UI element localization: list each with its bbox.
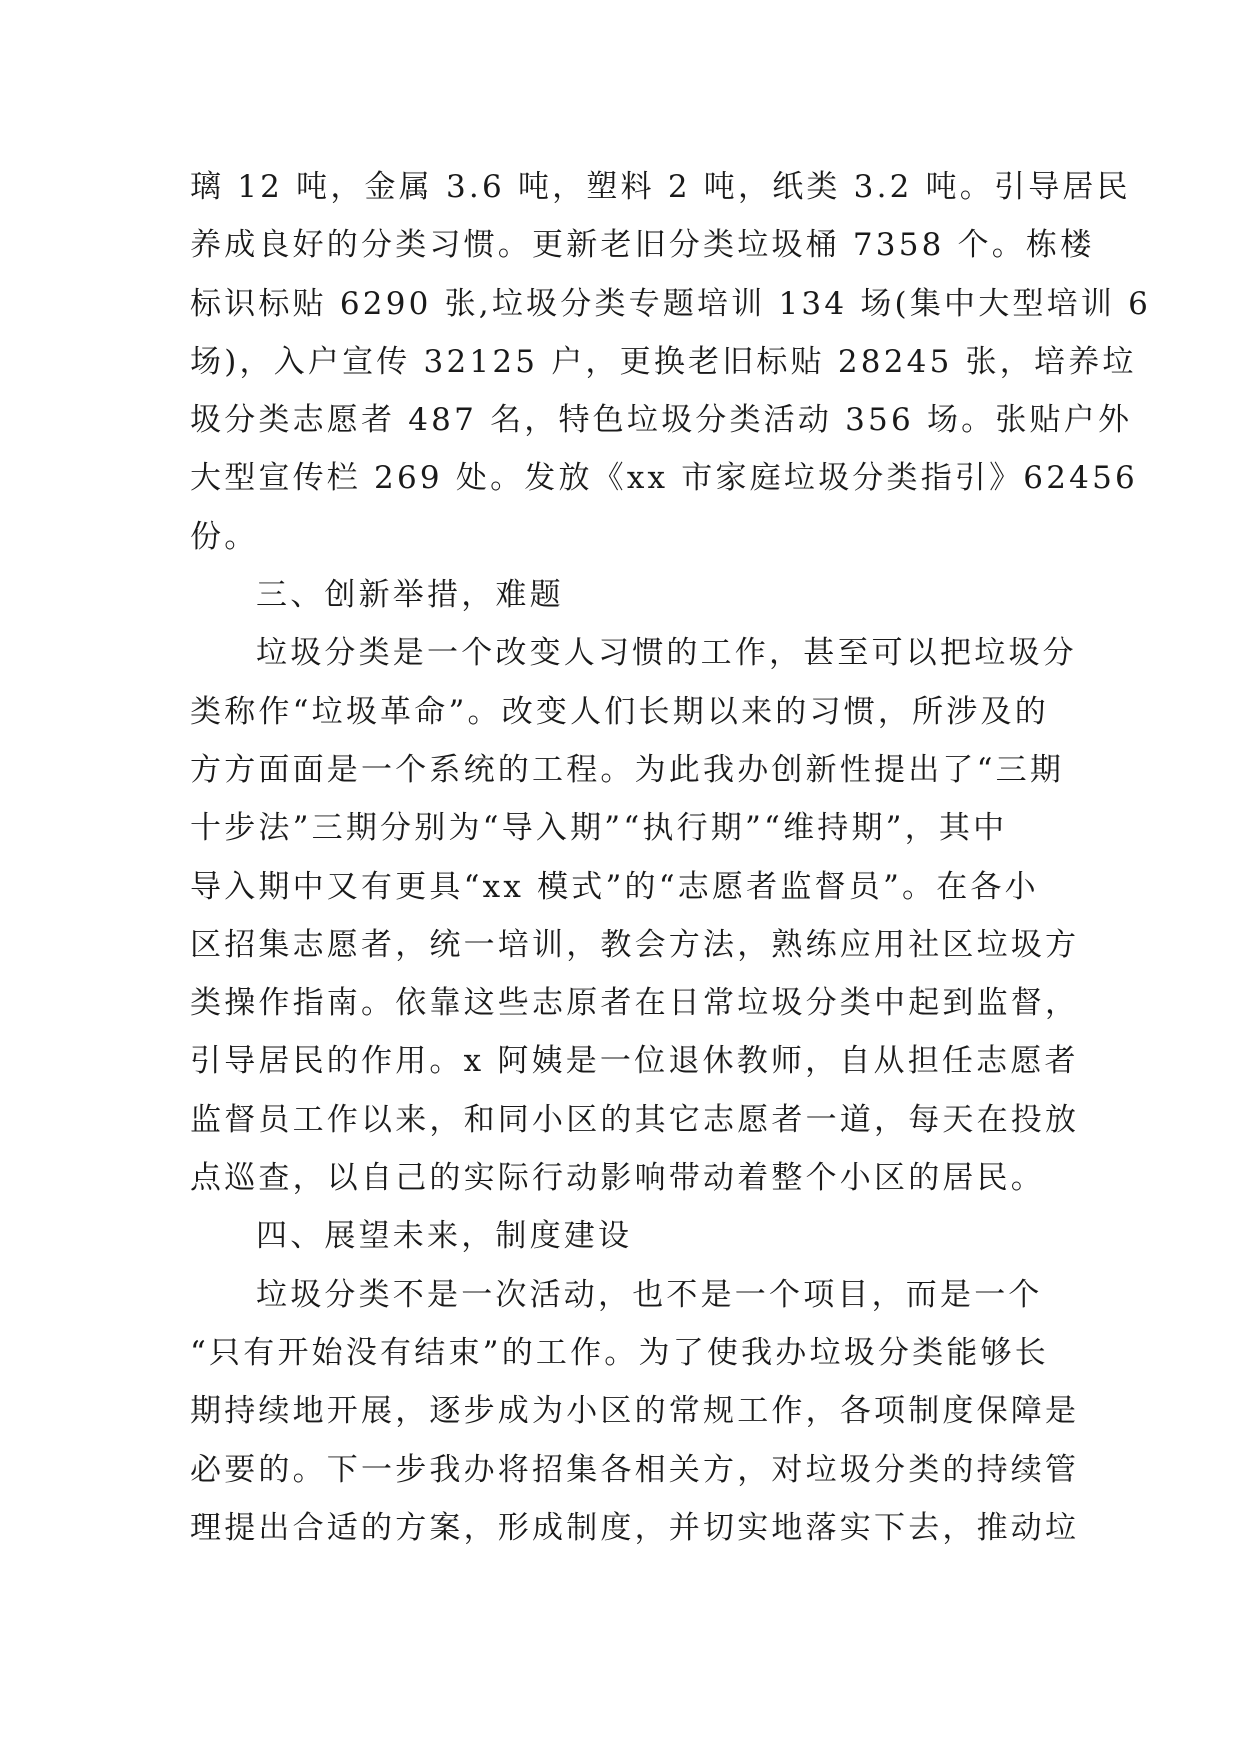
text-line: 养成良好的分类习惯。更新老旧分类垃圾桶 7358 个。栋楼: [190, 227, 1095, 264]
text-line: 引导居民的作用。x 阿姨是一位退休教师，自从担任志愿者: [190, 1043, 1079, 1080]
text-line: 区招集志愿者，统一培训，教会方法，熟练应用社区垃圾方: [190, 926, 1080, 963]
paragraph-start-line: 四、展望未来，制度建设: [256, 1218, 633, 1255]
paragraph-start-line: 垃圾分类不是一次活动，也不是一个项目，而是一个: [256, 1276, 1043, 1313]
text-line: 理提出合适的方案，形成制度，并切实地落实下去，推动垃: [190, 1509, 1080, 1546]
text-line: “只有开始没有结束”的工作。为了使我办垃圾分类能够长: [190, 1334, 1049, 1371]
text-line: 标识标贴 6290 张,垃圾分类专题培训 134 场(集中大型培训 6: [190, 285, 1152, 322]
text-line: 点巡查，以自己的实际行动影响带动着整个小区的居民。: [190, 1160, 1045, 1197]
text-line: 场)，入户宣传 32125 户，更换老旧标贴 28245 张，培养垃: [190, 343, 1137, 380]
text-line: 监督员工作以来，和同小区的其它志愿者一道，每天在投放: [190, 1101, 1080, 1138]
text-line: 期持续地开展，逐步成为小区的常规工作，各项制度保障是: [190, 1393, 1080, 1430]
text-line: 璃 12 吨，金属 3.6 吨，塑料 2 吨，纸类 3.2 吨。引导居民: [190, 169, 1131, 205]
paragraph-start-line: 三、创新举措，难题: [256, 577, 564, 614]
text-line: 类操作指南。依靠这些志原者在日常垃圾分类中起到监督，: [190, 985, 1080, 1022]
text-line: 十步法”三期分别为“导入期”“执行期”“维持期”，其中: [190, 810, 1008, 847]
text-line: 圾分类志愿者 487 名，特色垃圾分类活动 356 场。张贴户外: [190, 402, 1133, 439]
text-line: 方方面面是一个系统的工程。为此我办创新性提出了“三期: [190, 751, 1065, 788]
paragraph-start-line: 垃圾分类是一个改变人习惯的工作，甚至可以把垃圾分: [256, 635, 1077, 672]
text-line: 导入期中又有更具“xx 模式”的“志愿者监督员”。在各小: [190, 868, 1039, 905]
text-line: 必要的。下一步我办将招集各相关方，对垃圾分类的持续管: [190, 1451, 1080, 1488]
text-line: 类称作“垃圾革命”。改变人们长期以来的习惯，所涉及的: [190, 693, 1049, 730]
document-body: [190, 158, 1152, 1557]
text-line: 份。: [190, 518, 259, 555]
text-line: 大型宣传栏 269 处。发放《xx 市家庭垃圾分类指引》62456: [190, 460, 1138, 497]
